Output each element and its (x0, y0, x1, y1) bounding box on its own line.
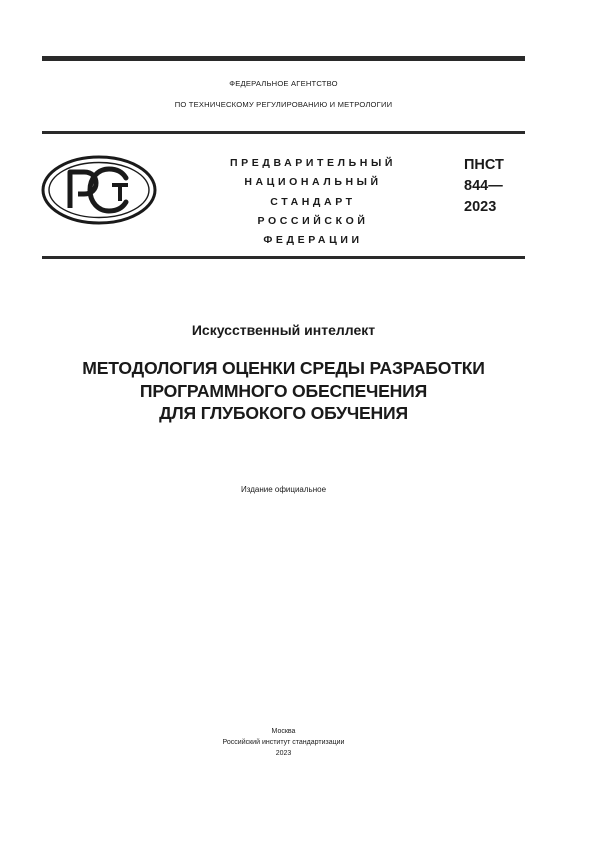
imprint-year: 2023 (275, 750, 292, 757)
imprint (42, 726, 525, 759)
standard-serial: 844— (464, 178, 503, 194)
standard-type-line: НАЦИОНАЛЬНЫЙ (244, 176, 382, 189)
title-line: ДЛЯ ГЛУБОКОГО ОБУЧЕНИЯ (159, 403, 408, 423)
standard-code: ПНСТ (464, 157, 504, 173)
imprint-city: Москва (271, 728, 296, 735)
standard-type-line: РОССИЙСКОЙ (257, 214, 369, 227)
document-title (42, 357, 525, 425)
standard-year: 2023 (464, 199, 497, 215)
top-rule (42, 56, 525, 61)
standard-number (464, 155, 504, 218)
title-line: ПРОГРАММНОГО ОБЕСПЕЧЕНИЯ (139, 380, 428, 401)
header-divider (42, 131, 525, 134)
agency-name-line-1: ФЕДЕРАЛЬНОЕ АГЕНТСТВО (229, 79, 338, 88)
title-line: МЕТОДОЛОГИЯ ОЦЕНКИ СРЕДЫ РАЗРАБОТКИ (82, 358, 485, 378)
agency-name-line-2: ПО ТЕХНИЧЕСКОМУ РЕГУЛИРОВАНИЮ И МЕТРОЛОГИИ (174, 100, 393, 109)
imprint-publisher: Российский институт стандартизации (222, 739, 345, 746)
standard-type-line: ПРЕДВАРИТЕЛЬНЫЙ (230, 157, 396, 169)
edition-note: Издание официальное (240, 485, 327, 494)
header-bottom-rule (42, 256, 525, 259)
standard-type-line: ФЕДЕРАЦИИ (263, 234, 363, 247)
standard-type-line: СТАНДАРТ (270, 195, 356, 208)
rst-emblem-icon (40, 154, 158, 226)
standard-type-block (192, 154, 434, 250)
document-subtitle: Искусственный интеллект (191, 322, 376, 338)
